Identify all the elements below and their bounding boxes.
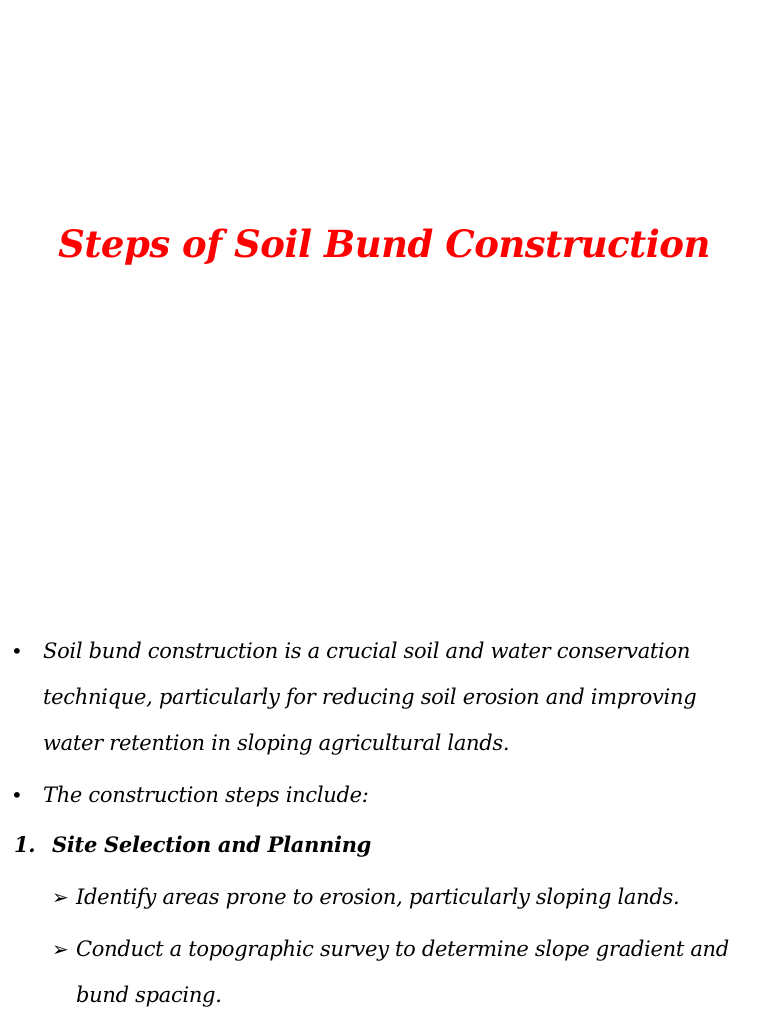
bullet-item-intro (0, 628, 768, 766)
arrow-bullet-icon: ➢ (52, 937, 69, 961)
subpoint-text: Conduct a topographic survey to determine slope gradient and bund spacing. (76, 937, 729, 1007)
step-heading-text: Site Selection and Planning (52, 832, 372, 857)
step-heading-1 (0, 822, 768, 868)
subpoint-text: Identify areas prone to erosion, particularly sloping lands. (76, 885, 680, 909)
arrow-bullet-icon: ➢ (52, 885, 69, 909)
slide-body (0, 628, 768, 1018)
step-number: 1. (14, 832, 36, 857)
bullet-text: The construction steps include: (43, 783, 369, 807)
bullet-marker: • (11, 783, 23, 807)
bullet-marker: • (11, 639, 23, 663)
step-subpoint (0, 926, 768, 1018)
bullet-item-steps-intro (0, 772, 768, 818)
step-subpoint (0, 874, 768, 920)
bullet-text: Soil bund construction is a crucial soil and water conservation technique, particularly for reducing soil erosion and improving water retention in sloping agricultural lands. (43, 639, 697, 755)
slide-title: Steps of Soil Bund Construction (58, 222, 710, 266)
